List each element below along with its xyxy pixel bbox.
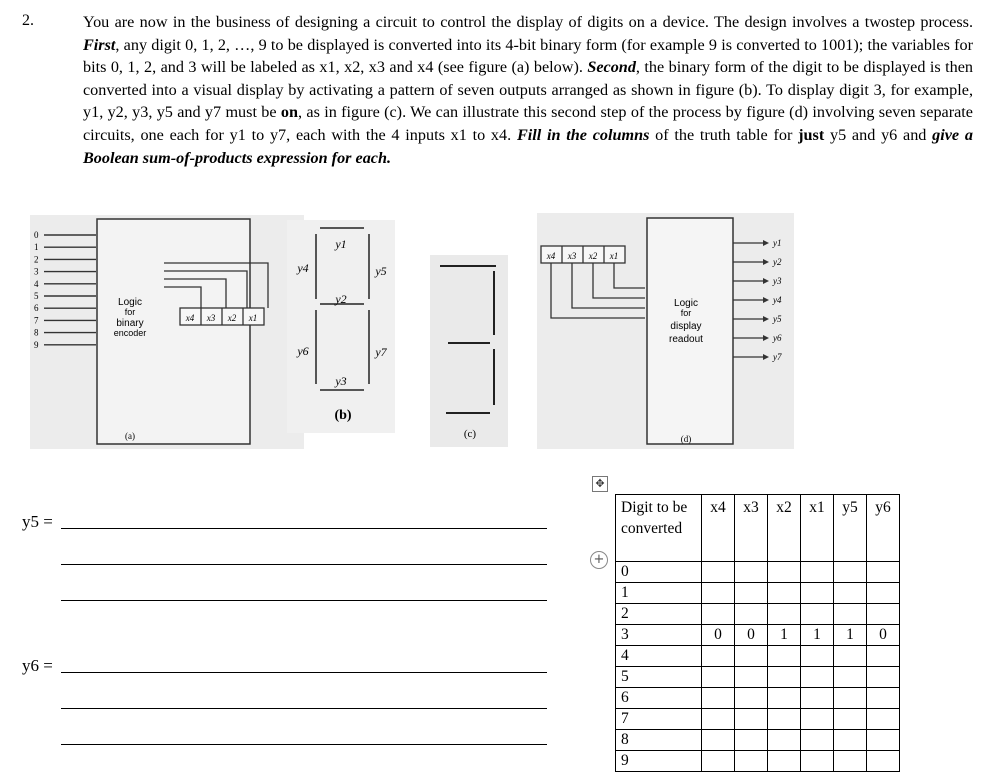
value-cell[interactable] [801, 604, 834, 625]
fig-d-output-label: y7 [773, 352, 782, 362]
fig-a-input-label: 1 [34, 242, 39, 253]
value-cell[interactable] [768, 688, 801, 709]
fig-d-output-arrow-icon [763, 316, 769, 322]
fig-d-caption: (d) [680, 434, 692, 444]
fig-a-input-label: 4 [34, 278, 39, 289]
digit-cell: 2 [616, 604, 702, 625]
fig-a-input-label: 8 [34, 327, 39, 338]
fig-b-y7: y7 [375, 345, 387, 359]
value-cell[interactable] [768, 667, 801, 688]
fig-d-block-l1: Logic [674, 298, 698, 309]
value-cell[interactable] [801, 646, 834, 667]
digit-cell: 0 [616, 562, 702, 583]
value-cell[interactable] [768, 709, 801, 730]
value-cell[interactable] [735, 646, 768, 667]
value-cell[interactable] [801, 562, 834, 583]
fig-a-block-l1: Logic [118, 297, 142, 308]
truth-table-header [616, 495, 900, 562]
value-cell[interactable] [735, 562, 768, 583]
value-cell[interactable] [735, 583, 768, 604]
value-cell[interactable] [867, 646, 900, 667]
figure-a-diagram [30, 215, 304, 449]
fig-d-block-l3: display [670, 321, 702, 332]
figure-a-binary-encoder [30, 215, 304, 449]
fig-d-output-label: y6 [773, 333, 782, 343]
value-cell[interactable] [735, 688, 768, 709]
header-x2: x2 [768, 495, 801, 562]
fig-d-output-label: y4 [773, 295, 782, 305]
table-row [616, 751, 900, 772]
value-cell[interactable] [834, 730, 867, 751]
value-cell[interactable]: 0 [867, 625, 900, 646]
value-cell[interactable]: 0 [702, 625, 735, 646]
fig-a-block-l4: encoder [113, 328, 147, 338]
fig-d-output-label: y2 [773, 257, 782, 267]
header-y6: y6 [867, 495, 900, 562]
value-cell[interactable] [867, 604, 900, 625]
value-cell[interactable] [801, 583, 834, 604]
header-x4: x4 [702, 495, 735, 562]
fig-a-bit-x3: x3 [206, 313, 216, 323]
digit-cell: 1 [616, 583, 702, 604]
fig-d-in-x3: x3 [567, 251, 577, 261]
table-row [616, 688, 900, 709]
figure-c-digit-three [430, 255, 508, 447]
digit-cell: 3 [616, 625, 702, 646]
table-row [616, 625, 900, 646]
header-y5: y5 [834, 495, 867, 562]
value-cell[interactable] [834, 709, 867, 730]
value-cell[interactable] [801, 709, 834, 730]
header-x3: x3 [735, 495, 768, 562]
digit-cell: 6 [616, 688, 702, 709]
y5-label: y5 = [22, 512, 53, 531]
figure-d-diagram [537, 213, 794, 449]
insert-row-plus-icon[interactable]: + [590, 551, 608, 569]
fig-b-y3: y3 [335, 374, 347, 388]
value-cell[interactable] [834, 562, 867, 583]
value-cell[interactable] [768, 646, 801, 667]
value-cell[interactable] [801, 730, 834, 751]
table-row [616, 562, 900, 583]
y6-label: y6 = [22, 656, 53, 675]
table-row [616, 667, 900, 688]
fig-d-output-label: y5 [773, 314, 782, 324]
fig-d-block-l2: for [680, 308, 692, 318]
fig-b-caption: (b) [334, 408, 352, 423]
truth-table [615, 494, 900, 772]
value-cell[interactable] [834, 751, 867, 772]
figure-b-seven-segment [287, 220, 395, 433]
fig-d-output-arrow-icon [763, 297, 769, 303]
table-row [616, 709, 900, 730]
value-cell[interactable] [702, 709, 735, 730]
value-cell[interactable] [834, 604, 867, 625]
figure-d-display-logic [537, 213, 794, 449]
y6-answer-line-1[interactable] [61, 672, 547, 673]
value-cell[interactable] [702, 583, 735, 604]
fig-a-block-l3: binary [116, 318, 144, 329]
fig-d-output-arrow-icon [763, 240, 769, 246]
value-cell[interactable] [702, 730, 735, 751]
fig-b-y4: y4 [297, 261, 309, 275]
value-cell[interactable]: 1 [768, 625, 801, 646]
value-cell[interactable] [867, 562, 900, 583]
fig-d-output-arrow-icon [763, 335, 769, 341]
fig-a-input-label: 0 [34, 230, 39, 240]
fig-d-in-x2: x2 [588, 251, 598, 261]
fig-a-input-label: 6 [34, 303, 39, 314]
header-x1: x1 [801, 495, 834, 562]
value-cell[interactable] [735, 709, 768, 730]
digit-cell: 4 [616, 646, 702, 667]
fig-b-y5: y5 [375, 264, 387, 278]
value-cell[interactable]: 0 [735, 625, 768, 646]
value-cell[interactable] [702, 646, 735, 667]
y5-answer-line-3[interactable] [61, 600, 547, 601]
fig-a-caption: (a) [125, 431, 135, 441]
value-cell[interactable] [768, 583, 801, 604]
fig-d-block-l4: readout [669, 334, 703, 345]
fig-d-in-x1: x1 [609, 251, 619, 261]
value-cell[interactable] [867, 667, 900, 688]
value-cell[interactable] [801, 751, 834, 772]
table-move-handle-icon[interactable]: ✥ [592, 476, 608, 492]
value-cell[interactable] [867, 583, 900, 604]
value-cell[interactable] [768, 730, 801, 751]
figure-b-diagram [287, 220, 395, 433]
fig-d-output-label: y3 [773, 276, 782, 286]
value-cell[interactable] [867, 730, 900, 751]
value-cell[interactable]: 1 [801, 625, 834, 646]
value-cell[interactable]: 1 [834, 625, 867, 646]
value-cell[interactable] [768, 751, 801, 772]
value-cell[interactable] [801, 667, 834, 688]
fig-b-y2: y2 [335, 292, 347, 306]
table-row [616, 646, 900, 667]
question-number: 2. [22, 12, 34, 29]
table-row [616, 583, 900, 604]
fig-c-caption: (c) [463, 428, 477, 440]
fig-b-y6: y6 [297, 344, 309, 358]
fig-a-block-l2: for [124, 307, 136, 317]
fig-d-in-x4: x4 [546, 251, 556, 261]
value-cell[interactable] [867, 709, 900, 730]
value-cell[interactable] [834, 646, 867, 667]
fig-a-input-label: 3 [34, 266, 39, 277]
value-cell[interactable] [702, 751, 735, 772]
fig-a-input-label: 9 [34, 339, 39, 350]
value-cell[interactable] [702, 667, 735, 688]
value-cell[interactable] [735, 604, 768, 625]
value-cell[interactable] [702, 688, 735, 709]
value-cell[interactable] [834, 667, 867, 688]
y5-answer-line-2[interactable] [61, 564, 547, 565]
header-digit: Digit to be converted [616, 495, 702, 562]
fig-a-input-label: 7 [34, 315, 39, 326]
y5-answer-line-1[interactable] [61, 528, 547, 529]
value-cell[interactable] [735, 751, 768, 772]
y6-answer-line-2[interactable] [61, 708, 547, 709]
fig-a-bit-x1: x1 [248, 313, 258, 323]
digit-cell: 7 [616, 709, 702, 730]
fig-a-input-label: 2 [34, 254, 39, 265]
value-cell[interactable] [768, 604, 801, 625]
value-cell[interactable] [867, 751, 900, 772]
figure-c-diagram [430, 255, 508, 447]
value-cell[interactable] [801, 688, 834, 709]
value-cell[interactable] [702, 604, 735, 625]
fig-b-y1: y1 [335, 237, 347, 251]
value-cell[interactable] [834, 688, 867, 709]
value-cell[interactable] [867, 688, 900, 709]
fig-d-output-label: y1 [773, 238, 782, 248]
value-cell[interactable] [834, 583, 867, 604]
table-row [616, 604, 900, 625]
fig-a-bit-x4: x4 [185, 313, 195, 323]
y6-answer-line-3[interactable] [61, 744, 547, 745]
digit-cell: 5 [616, 667, 702, 688]
digit-cell: 9 [616, 751, 702, 772]
fig-a-input-label: 5 [34, 291, 39, 301]
value-cell[interactable] [735, 730, 768, 751]
fig-a-bit-x2: x2 [227, 313, 237, 323]
value-cell[interactable] [702, 562, 735, 583]
value-cell[interactable] [768, 562, 801, 583]
digit-cell: 8 [616, 730, 702, 751]
fig-d-output-arrow-icon [763, 259, 769, 265]
fig-d-output-arrow-icon [763, 354, 769, 360]
fig-d-output-arrow-icon [763, 278, 769, 284]
table-row [616, 730, 900, 751]
value-cell[interactable] [735, 667, 768, 688]
question-text: You are now in the business of designing a circuit to control the display of digits on a device. The design involves a twostep process. First, any digit 0, 1, 2, …, 9 to be displayed is converted into its 4-bit binary form (for example 9 is converted to 1001); the variables for bits 0, 1, 2, and 3 will be labeled as x1, x2, x3 and x4 (see figure (a) below). Second, the binary form of the digit to be displayed is then converted into a visual display by activating a pattern of seven outputs arranged as shown in figure (b). To display digit 3, for example, y1, y2, y3, y5 and y7 must be on, as in figure (c). We can illustrate this second step of the process by figure (d) involving seven separate circuits, one each for y1 to y7, each with the 4 inputs x1 to x4. Fill in the columns of the truth table for just y5 and y6 and give a Boolean sum-of-products expression for each. [83, 13, 973, 167]
